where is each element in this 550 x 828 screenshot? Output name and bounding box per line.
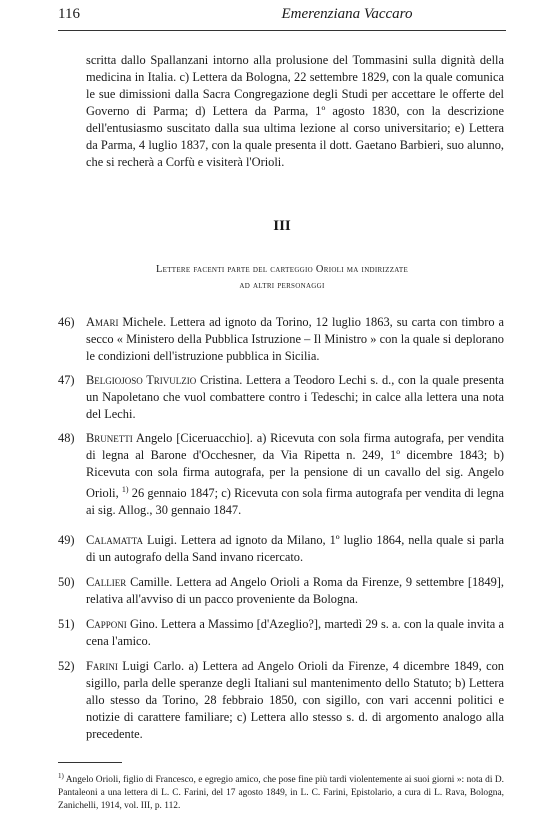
entry-number: 50) [58, 575, 75, 589]
entry-49 [58, 532, 504, 566]
entry-number: 52) [58, 659, 75, 673]
entry-name: Calamatta [86, 533, 144, 547]
entry-name: Callier [86, 575, 127, 589]
footnote-rule [58, 762, 122, 763]
running-head: Emerenziana Vaccaro [281, 6, 413, 22]
entry-number: 48) [58, 431, 75, 445]
entry-48 [58, 430, 504, 519]
entry-50 [58, 574, 504, 608]
entry-name: Farini [86, 659, 118, 673]
entry-51 [58, 616, 504, 650]
entry-name: Amari [86, 315, 119, 329]
entry-text: Luigi Carlo. a) Lettera ad Angelo Orioli da Firenze, 4 dicembre 1849, con sigillo, parla delle speranze degli Italiani sul mantenimento dello Statuto; b) Lettera allo stesso da Torino, 28 febbraio 1850, con sigillo, con vari accenni politici e notizie di carattere familiare; c) Lettera allo stesso s. d. di argomento analogo alla precedente. [86, 659, 504, 741]
page-header [58, 6, 506, 30]
entry-52 [58, 658, 504, 743]
entry-text: Angelo [Ciceruacchio]. a) Ricevuta con sola firma autografa, per vendita di legna al Barone d'Occhesner, da Via Ripetta n. 249, 1º dicembre 1843; b) Ricevuta con sola firma autografa, per la pensione di un cavallo del sig. Angelo Orioli, [86, 431, 504, 501]
footnote-text: Angelo Orioli, figlio di Francesco, e egregio amico, che pose fine più tardi violentemente ai suoi giorni »: nota di D. Pantaleoni a una lettera di L. C. Farini, del 17 agosto 1849, in L. C. Farini, Epistolario, a cura di L. Rava, Bologna, Zanichelli, 1914, vol. III, p. 112. [58, 775, 504, 812]
entry-47 [58, 372, 504, 423]
entry-number: 49) [58, 533, 75, 547]
section-title [58, 262, 506, 294]
section-title-line-2: ad altri personaggi [239, 280, 325, 291]
entry-number: 47) [58, 373, 75, 387]
entry-name: Capponi [86, 617, 127, 631]
entry-text: Luigi. Lettera ad ignoto da Milano, 1º luglio 1864, nella quale si parla di un autografo della Sand invano ricercato. [86, 533, 504, 564]
header-rule [58, 30, 506, 31]
entry-46 [58, 314, 504, 365]
entry-number: 51) [58, 617, 75, 631]
entry-text: Camille. Lettera ad Angelo Orioli a Roma da Firenze, 9 settembre [1849], relativa all'avviso di un pacco proveniente da Bologna. [86, 575, 504, 606]
footnote-reference: 1) [121, 485, 129, 494]
entry-text-continued: 26 gennaio 1847; c) Ricevuta con sola firma autografa per vendita di legna ai sig. Allog., 30 gennaio 1847. [86, 486, 504, 518]
entry-name: Brunetti [86, 431, 133, 445]
entry-text: Michele. Lettera ad ignoto da Torino, 12 luglio 1863, su carta con timbro a secco « Ministero della Pubblica Istruzione – Il Ministro » con la quale si deplorano le condizioni dell'istruzione pubblica in Sicilia. [86, 315, 504, 363]
intro-paragraph: scritta dallo Spallanzani intorno alla prolusione del Tommasini sulla dignità della medicina in Italia. c) Lettera da Bologna, 22 settembre 1829, con la quale comunica le sue dimissioni dalla Sacra Congregazione degli Studi per accettare le offerte del Governo di Parma; d) Lettera da Parma, 1º agosto 1830, con la descrizione dell'entusiasmo suscitato dalla sua ultima lezione al corso universitario; e) Lettera da Parma, 4 luglio 1837, con la quale presenta il dott. Gaetano Barbieri, suo alunno, che si recherà a Corfù e visiterà l'Orioli. [86, 53, 504, 169]
footnote [58, 770, 504, 813]
page-number: 116 [58, 6, 80, 22]
entry-text: Gino. Lettera a Massimo [d'Azeglio?], martedì 29 s. a. con la quale invita a cena l'amico. [86, 617, 504, 648]
entry-name: Belgiojoso Trivulzio [86, 373, 197, 387]
section-number: III [273, 218, 291, 234]
footnote-mark: 1) [58, 772, 64, 780]
entry-text: Cristina. Lettera a Teodoro Lechi s. d., con la quale presenta un Napoletano che vuol combattere contro i Tedeschi; in calce alla lettera una nota del Lechi. [86, 373, 504, 421]
section-title-line-1: Lettere facenti parte del carteggio Orioli ma indirizzate [155, 264, 409, 275]
entry-number: 46) [58, 315, 75, 329]
